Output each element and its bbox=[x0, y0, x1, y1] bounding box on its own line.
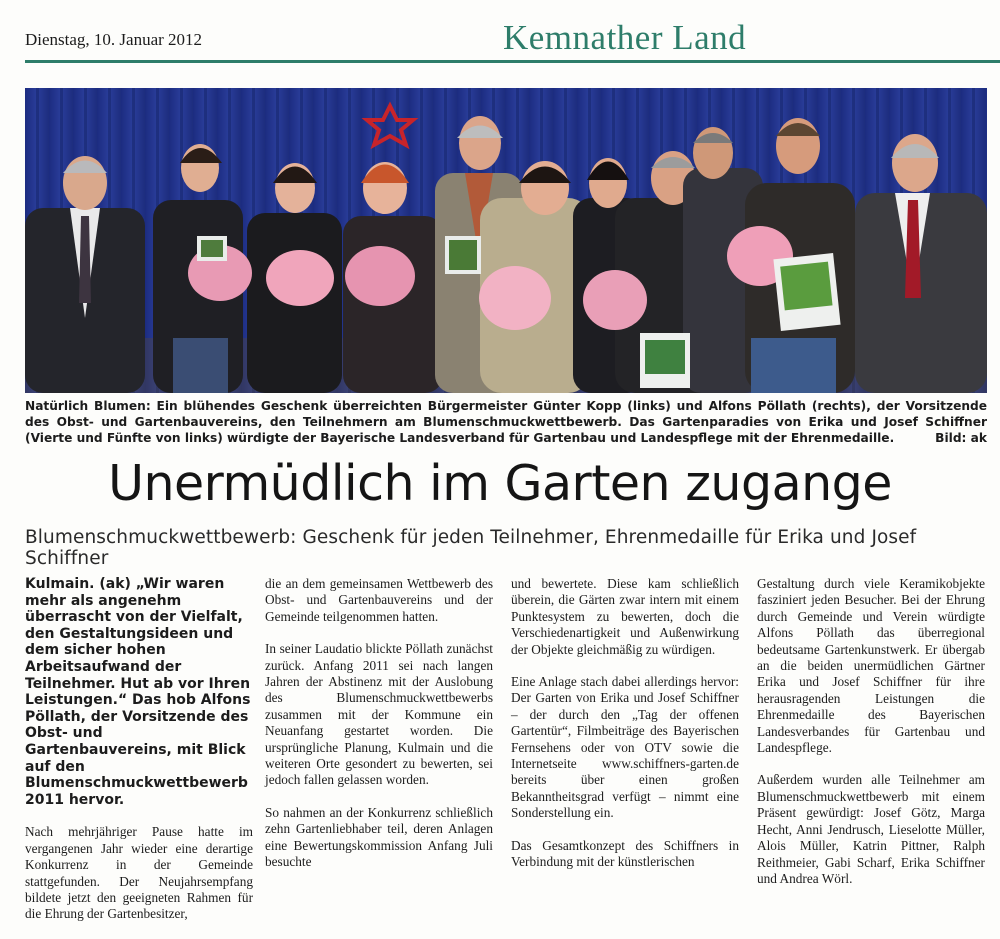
photo-credit: Bild: ak bbox=[935, 430, 987, 445]
group-photo bbox=[25, 88, 987, 393]
caption-text: Natürlich Blumen: Ein blühendes Geschenk überreichten Bürgermeister Günter Kopp (links) und Alfons Pöllath (rechts), der Vorsitzende des Obst- und Gartenbauvereins, den Teilnehmern am Blumenschmuckwettbewerb. Das Gartenparadies von Erika und Josef Schiffner (Vierte und Fünfte von links) würdigte der Bayerische Landesverband für Gartenbau und Landespflege mit der Ehrenmedaille. bbox=[25, 399, 987, 445]
issue-date: Dienstag, 10. Januar 2012 bbox=[25, 30, 203, 49]
paragraph: Nach mehrjähriger Pause hatte im vergangenen Jahr wieder eine derartige Konkurrenz in der Gemeinde stattgefunden. Der Neujahrsempfang bildete jetzt den geeigneten Rahmen für die Ehrung der Gartenbesitzer, bbox=[25, 824, 253, 922]
paragraph: Gestaltung durch viele Keramikobjekte fasziniert jeden Besucher. Bei der Ehrung durch Gemeinde und Verein würdigte Alfons Pöllath das überregional bedeutsame Gartenkunstwerk. Er übergab an die beiden unermüdlichen Gärtner Erika und Josef Schiffner für ihre herausragenden Leistungen die Ehrenmedaille des Bayerischen Landesverbandes für Gartenbau und Landespflege. bbox=[757, 576, 985, 756]
article-column-4 bbox=[757, 576, 985, 903]
article-column-1 bbox=[25, 576, 253, 939]
paragraph: und bewertete. Diese kam schließlich überein, die Gärten zwar intern mit einem Punktesystem zu bewerten, doch die Verschiedenartigkeit und Außenwirkung der Objekte gleichmäßig zu würdigen. bbox=[511, 576, 739, 657]
photo-caption bbox=[25, 399, 987, 446]
article-headline: Unermüdlich im Garten zugange bbox=[108, 455, 892, 512]
article-subhead: Blumenschmuckwettbewerb: Geschenk für jeden Teilnehmer, Ehrenmedaille für Erika und Josef Schiffner bbox=[25, 527, 917, 569]
section-title: Kemnather Land bbox=[503, 18, 747, 57]
paragraph: die an dem gemeinsamen Wettbewerb des Obst- und Gartenbauvereins und der Gemeinde teilgenommen hatten. bbox=[265, 576, 493, 624]
article-column-3 bbox=[511, 576, 739, 887]
paragraph: Das Gesamtkonzept des Schiffners in Verbindung mit der künstlerischen bbox=[511, 837, 739, 870]
paragraph: Eine Anlage stach dabei allerdings hervor: Der Garten von Erika und Josef Schiffner – der durch den „Tag der offenen Gartentür“, Filmbeiträge des Bayerischen Fernsehens oder von OTV sowie die Internetseite www.schiffners-garten.de bereits über einen großen Bekanntheitsgrad verfügt – nimmt eine Sonderstellung ein. bbox=[511, 674, 739, 821]
paragraph: So nahmen an der Konkurrenz schließlich zehn Gartenliebhaber teil, deren Anlagen eine Bewertungskommission Anfang Juli besuchte bbox=[265, 804, 493, 870]
article-column-2 bbox=[265, 576, 493, 887]
paragraph: Außerdem wurden alle Teilnehmer am Blumenschmuckwettbewerb mit einem Präsent gewürdigt: Josef Götz, Marga Hecht, Anni Jendrusch, Lieselotte Müller, Alois Müller, Katrin Pittner, Ralph Reithmeier, Gabi Scharf, Erika Schiffner und Andrea Wörl. bbox=[757, 772, 985, 886]
masthead bbox=[25, 18, 1000, 62]
paragraph: In seiner Laudatio blickte Pöllath zunächst zurück. Anfang 2011 sei nach langen Jahren der Abstinenz mit der Auslobung des Blumenschmuckwettbewerbs zusammen mit der Kommune ein Neuanfang gestartet worden. Die ursprüngliche Planung, Kulmain und die weiteren Orte gesondert zu bewerten, sei jedoch fallen gelassen worden. bbox=[265, 641, 493, 788]
article-lead: Kulmain. (ak) „Wir waren mehr als angenehm überrascht von der Vielfalt, den Gestaltungsideen und dem sicher hohen Arbeitsaufwand der Teilnehmer. Hut ab vor Ihren Leistungen.“ Das hob Alfons Pöllath, der Vorsitzende des Obst- und Gartenbauvereins, mit Blick auf den Blumenschmuckwettbewerb 2011 hervor. bbox=[25, 576, 251, 808]
masthead-rule bbox=[25, 60, 1000, 63]
